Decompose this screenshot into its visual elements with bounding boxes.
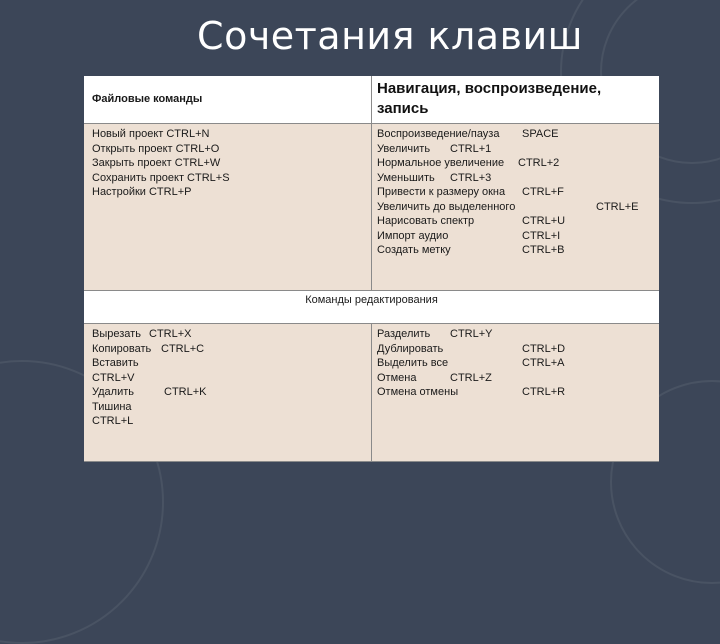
list-item [377,229,657,244]
shortcut-key: CTRL+R [522,386,566,398]
shortcut-label: Создать метку [377,244,451,256]
file-commands-list [92,127,230,200]
edit-commands-header-cell [84,290,659,323]
shortcut-label: Вырезать [92,328,141,340]
nav-header-cell [371,76,659,123]
edit-right-list [377,327,657,400]
column-divider [371,76,372,290]
shortcut-key: CTRL+C [161,342,205,355]
list-item [377,171,657,186]
edit-left-list [92,327,362,429]
edit-left-cell [84,323,371,462]
shortcut-label: Вставить [92,357,139,369]
shortcut-key: CTRL+K [164,386,207,398]
edit-right-cell [371,323,659,462]
shortcut-label: Отмена [377,371,417,384]
shortcut-key: SPACE [522,128,559,140]
nav-header: Навигация, воспроизведение, запись [377,80,602,117]
shortcut-label: Привести к размеру окна [377,186,506,198]
row-divider [84,290,659,291]
list-item [92,356,362,371]
shortcut-label: Нарисовать спектр [377,215,475,227]
list-item [92,400,362,415]
shortcut-table [84,76,659,462]
list-item [377,342,657,357]
shortcut-key: CTRL+I [522,229,561,242]
shortcut-key: CTRL+3 [450,171,492,184]
list-item [92,342,362,357]
file-commands-cell [84,123,371,290]
file-commands-header-cell [84,76,371,123]
list-item: Закрыть проект CTRL+W [92,157,221,169]
list-item [377,327,657,342]
shortcut-key: CTRL+2 [518,157,560,169]
shortcut-key: CTRL+Y [450,328,493,340]
shortcut-label: Нормальное увеличение [377,157,505,169]
list-item: Открыть проект CTRL+O [92,142,220,155]
nav-commands-list [377,127,657,258]
shortcut-key: CTRL+1 [450,142,492,155]
list-item [377,200,657,215]
row-divider [84,123,659,124]
list-item [92,385,362,400]
shortcut-label: Увеличить [377,142,431,155]
shortcut-label: Импорт аудио [377,229,449,242]
shortcut-label: Уменьшить [377,171,435,184]
shortcut-key: CTRL+B [522,244,565,256]
list-item: Настройки CTRL+P [92,186,192,198]
shortcut-label: Увеличить до выделенного [377,200,516,213]
shortcut-label: Дублировать [377,342,444,355]
shortcut-label: Тишина [92,400,132,413]
list-item: Сохранить проект CTRL+S [92,171,230,184]
list-item [92,414,362,429]
shortcut-key: CTRL+F [522,186,564,198]
list-item: Новый проект CTRL+N [92,128,210,140]
row-divider [84,461,659,462]
list-item [377,243,657,258]
list-item [377,127,657,142]
list-item [92,371,362,386]
shortcut-label: Выделить все [377,357,449,369]
list-item [377,371,657,386]
column-divider [371,323,372,462]
slide-title: Сочетания клавиш [197,14,583,58]
file-commands-header: Файловые команды [92,93,203,105]
shortcut-key: CTRL+X [149,328,192,340]
shortcut-label: CTRL+V [92,371,135,384]
shortcut-label: Разделить [377,328,431,340]
shortcut-key: CTRL+U [522,215,566,227]
row-divider [84,323,659,324]
nav-commands-cell [371,123,659,290]
shortcut-key: CTRL+A [522,357,565,369]
shortcut-label: CTRL+L [92,415,134,427]
list-item [92,327,362,342]
list-item [377,156,657,171]
shortcut-label: Отмена отмены [377,386,459,398]
shortcut-label: Воспроизведение/пауза [377,128,500,140]
list-item [377,142,657,157]
list-item [377,356,657,371]
shortcut-label: Копировать [92,342,152,355]
edit-commands-header: Команды редактирования [305,294,438,306]
shortcut-key: CTRL+D [522,342,566,355]
list-item [377,214,657,229]
shortcut-label: Удалить [92,386,134,398]
list-item [377,385,657,400]
shortcut-key: CTRL+E [596,200,639,213]
shortcut-key: CTRL+Z [450,371,492,384]
list-item [377,185,657,200]
